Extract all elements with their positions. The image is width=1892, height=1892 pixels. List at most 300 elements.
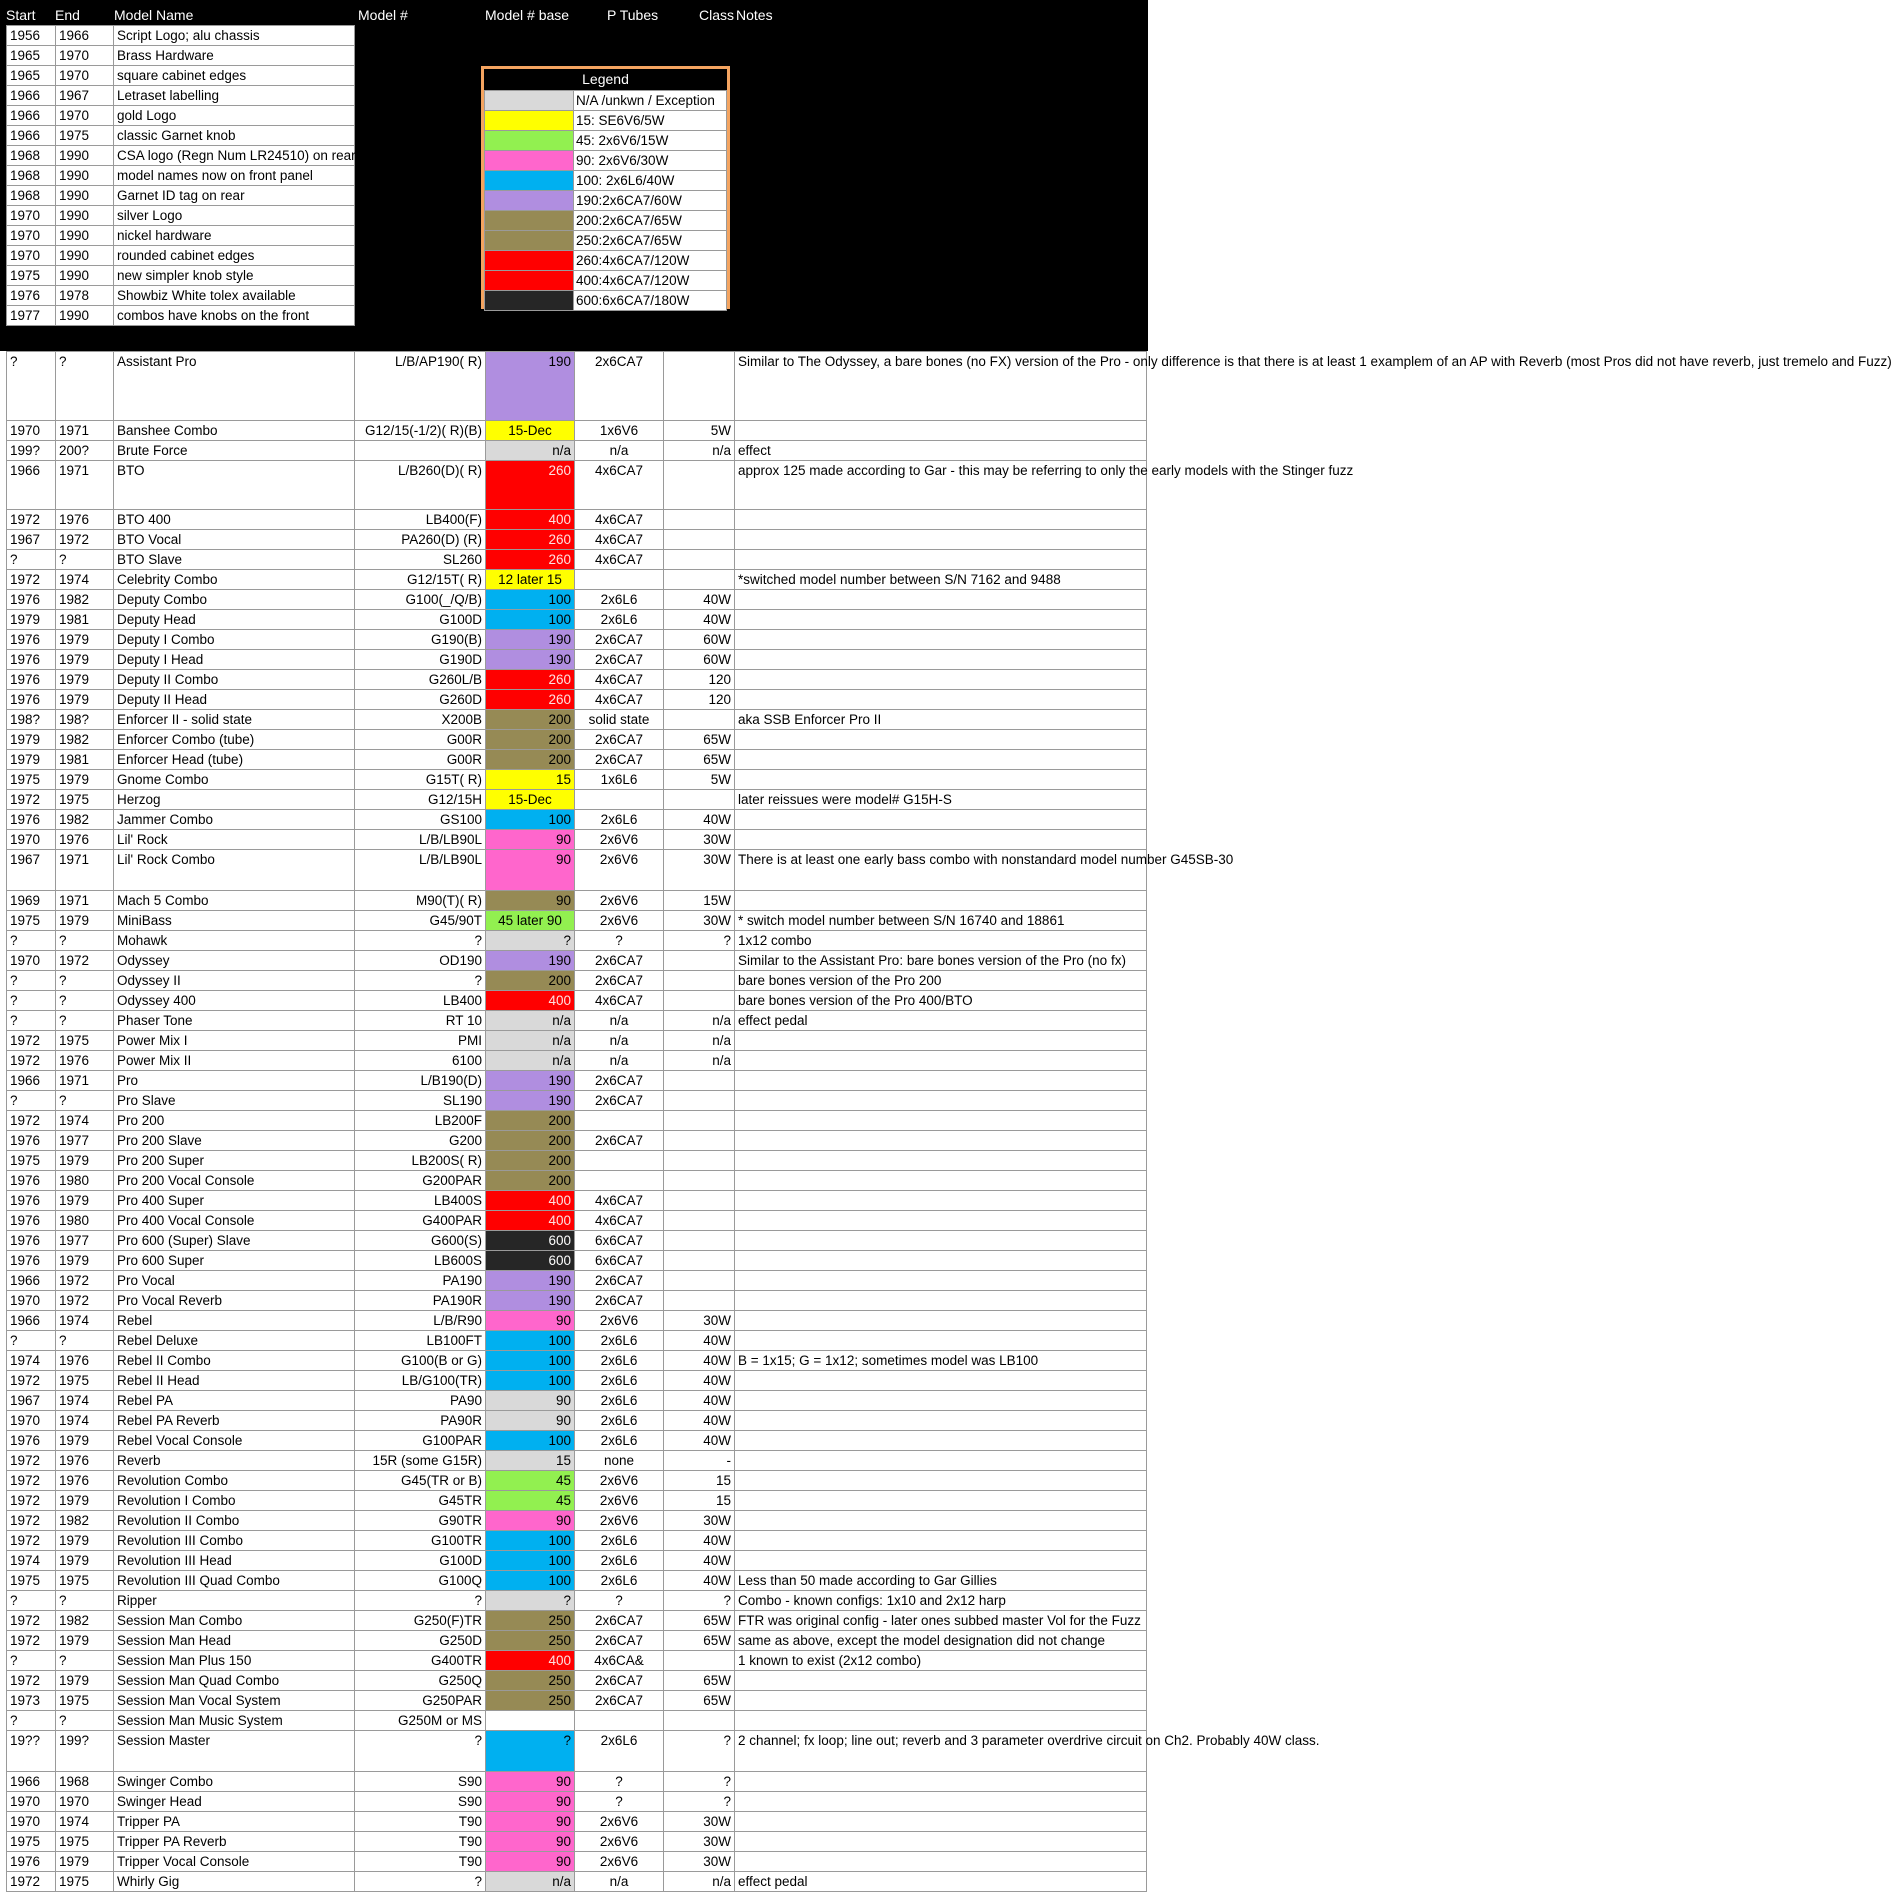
model-number: G250(F)TR [355,1611,486,1631]
model-number: M90(T)( R) [355,891,486,911]
start-year: 1976 [7,1231,56,1251]
power-tubes: ? [575,1792,664,1812]
model-base: 200 [486,730,575,750]
power-class: 30W [664,1812,735,1832]
model-base: 400 [486,510,575,530]
feature-start: 1966 [7,86,56,106]
model-base: 260 [486,461,575,510]
table-row [7,650,1147,670]
model-base [486,1711,575,1731]
model-number: PMI [355,1031,486,1051]
model-number: G100(B or G) [355,1351,486,1371]
legend-row [485,151,727,171]
notes [735,1812,1147,1832]
power-class: 30W [664,830,735,850]
power-tubes: 2x6CA7 [575,750,664,770]
end-year: 198? [56,710,114,730]
model-number: S90 [355,1792,486,1812]
power-class: n/a [664,1031,735,1051]
model-base: n/a [486,1872,575,1892]
table-row [7,1111,1147,1131]
feature-name: CSA logo (Regn Num LR24510) on rear [114,146,355,166]
model-base: 90 [486,1852,575,1872]
power-class: 65W [664,1631,735,1651]
power-class: 15 [664,1471,735,1491]
model-number: G200PAR [355,1171,486,1191]
end-year: 1974 [56,1812,114,1832]
power-tubes: 2x6L6 [575,1331,664,1351]
end-year: ? [56,1591,114,1611]
model-number: SL190 [355,1091,486,1111]
model-name: Deputy II Combo [114,670,355,690]
notes [735,1671,1147,1691]
start-year: 1976 [7,1251,56,1271]
feature-row [7,166,355,186]
power-class: 120 [664,670,735,690]
power-class [664,991,735,1011]
start-year: ? [7,550,56,570]
notes: 1 known to exist (2x12 combo) [735,1651,1147,1671]
table-row [7,1131,1147,1151]
feature-name: new simpler knob style [114,266,355,286]
table-row [7,790,1147,810]
model-base: 260 [486,690,575,710]
model-base: n/a [486,1011,575,1031]
power-tubes [575,1151,664,1171]
model-number: 15R (some G15R) [355,1451,486,1471]
end-year: 1971 [56,421,114,441]
model-number: LB400S [355,1191,486,1211]
power-class: 30W [664,1852,735,1872]
table-row [7,951,1147,971]
notes [735,1691,1147,1711]
feature-start: 1970 [7,246,56,266]
power-tubes: 2x6V6 [575,1832,664,1852]
model-name: Tripper Vocal Console [114,1852,355,1872]
model-base: 100 [486,1431,575,1451]
feature-start: 1968 [7,146,56,166]
end-year: 1979 [56,1191,114,1211]
table-row [7,1331,1147,1351]
table-row [7,1291,1147,1311]
model-name: Lil' Rock Combo [114,850,355,891]
table-row [7,530,1147,550]
notes [735,1231,1147,1251]
power-tubes: 2x6V6 [575,911,664,931]
feature-end: 1990 [56,186,114,206]
model-name: Session Man Music System [114,1711,355,1731]
model-base: 90 [486,1391,575,1411]
table-row [7,1171,1147,1191]
feature-name: Brass Hardware [114,46,355,66]
table-row [7,1611,1147,1631]
end-year: 1971 [56,1071,114,1091]
end-year: 1975 [56,790,114,810]
notes: same as above, except the model designation did not change [735,1631,1147,1651]
power-class: 30W [664,1511,735,1531]
power-class: 40W [664,1571,735,1591]
table-row [7,670,1147,690]
start-year: 1966 [7,1311,56,1331]
power-class: ? [664,1731,735,1772]
end-year: 199? [56,1731,114,1772]
model-base: 600 [486,1251,575,1271]
end-year: 200? [56,441,114,461]
power-tubes: 4x6CA& [575,1651,664,1671]
notes [735,550,1147,570]
model-name: Revolution I Combo [114,1491,355,1511]
notes [735,670,1147,690]
power-tubes: 4x6CA7 [575,1211,664,1231]
end-year: 1979 [56,670,114,690]
notes: bare bones version of the Pro 200 [735,971,1147,991]
model-name: Pro Vocal [114,1271,355,1291]
end-year: 1981 [56,750,114,770]
power-class [664,1651,735,1671]
start-year: 1972 [7,1051,56,1071]
power-class [664,790,735,810]
model-base: 100 [486,1371,575,1391]
table-row [7,1191,1147,1211]
start-year: 1972 [7,1471,56,1491]
legend-row [485,171,727,191]
model-name: Odyssey II [114,971,355,991]
model-name: Jammer Combo [114,810,355,830]
model-base: 15 [486,1451,575,1471]
end-year: 1972 [56,951,114,971]
legend-title: Legend [582,71,629,87]
model-base: 100 [486,1571,575,1591]
model-name: Deputy I Combo [114,630,355,650]
model-base: 15-Dec [486,421,575,441]
model-base: 100 [486,810,575,830]
power-class [664,1071,735,1091]
start-year: 1970 [7,421,56,441]
end-year: 1975 [56,1691,114,1711]
start-year: 1976 [7,670,56,690]
model-base: 190 [486,630,575,650]
start-year: 1975 [7,770,56,790]
table-row [7,1371,1147,1391]
feature-end: 1990 [56,306,114,326]
power-class: 65W [664,730,735,750]
feature-start: 1975 [7,266,56,286]
model-base: 600 [486,1231,575,1251]
model-number: PA90 [355,1391,486,1411]
table-row [7,1011,1147,1031]
feature-name: Garnet ID tag on rear [114,186,355,206]
notes: 2 channel; fx loop; line out; reverb and 3 parameter overdrive circuit on Ch2. Probably 40W class. [735,1731,1147,1772]
feature-end: 1970 [56,106,114,126]
power-class [664,1251,735,1271]
model-name: Pro 200 Slave [114,1131,355,1151]
table-row [7,421,1147,441]
feature-start: 1968 [7,166,56,186]
table-row [7,1051,1147,1071]
notes [735,730,1147,750]
power-tubes: 2x6V6 [575,1812,664,1832]
feature-row [7,206,355,226]
table-row [7,931,1147,951]
legend-label: 200:2x6CA7/65W [574,211,727,231]
table-row [7,770,1147,790]
feature-start: 1970 [7,226,56,246]
end-year: ? [56,1711,114,1731]
notes: aka SSB Enforcer Pro II [735,710,1147,730]
notes [735,770,1147,790]
table-row [7,1651,1147,1671]
table-row [7,1451,1147,1471]
power-class [664,1291,735,1311]
start-year: 1976 [7,1131,56,1151]
notes [735,1151,1147,1171]
table-row [7,1411,1147,1431]
legend-label: 15: SE6V6/5W [574,111,727,131]
model-name: Session Man Head [114,1631,355,1651]
end-year: 1970 [56,1792,114,1812]
header-power-tubes: P Tubes [607,7,659,23]
end-year: 1975 [56,1031,114,1051]
header-class: Class [699,7,735,23]
model-number: G600(S) [355,1231,486,1251]
power-tubes: 2x6L6 [575,1531,664,1551]
model-name: Gnome Combo [114,770,355,790]
notes: effect pedal [735,1872,1147,1892]
feature-name: square cabinet edges [114,66,355,86]
start-year: 1972 [7,510,56,530]
model-base: n/a [486,1031,575,1051]
notes: later reissues were model# G15H-S [735,790,1147,810]
power-tubes: n/a [575,1051,664,1071]
end-year: 1972 [56,1291,114,1311]
power-class: n/a [664,1051,735,1071]
feature-start: 1966 [7,126,56,146]
power-tubes: 2x6V6 [575,891,664,911]
power-class [664,570,735,590]
table-row [7,750,1147,770]
end-year: 1979 [56,1631,114,1651]
model-number: GS100 [355,810,486,830]
power-class [664,951,735,971]
power-tubes: 4x6CA7 [575,1191,664,1211]
feature-start: 1977 [7,306,56,326]
power-tubes: 2x6V6 [575,850,664,891]
legend-header-panel [0,0,1148,351]
feature-start: 1965 [7,46,56,66]
end-year: ? [56,1651,114,1671]
feature-row [7,246,355,266]
model-number: LB400(F) [355,510,486,530]
table-row [7,850,1147,891]
legend-row [485,211,727,231]
legend-label: 250:2x6CA7/65W [574,231,727,251]
start-year: ? [7,352,56,421]
start-year: 1972 [7,1371,56,1391]
feature-row [7,226,355,246]
model-name: Pro Vocal Reverb [114,1291,355,1311]
legend-label: 90: 2x6V6/30W [574,151,727,171]
end-year: 1974 [56,1111,114,1131]
start-year: 1972 [7,1491,56,1511]
notes [735,1191,1147,1211]
legend-swatch [485,231,574,251]
model-name: Pro Slave [114,1091,355,1111]
table-row [7,1511,1147,1531]
model-number: G12/15H [355,790,486,810]
start-year: 1974 [7,1551,56,1571]
amplifier-models-table [6,351,1892,1892]
start-year: ? [7,991,56,1011]
table-row [7,1431,1147,1451]
model-number: LB100FT [355,1331,486,1351]
table-row [7,1671,1147,1691]
model-number: ? [355,971,486,991]
model-base: 45 later 90 [486,911,575,931]
power-tubes: 2x6CA7 [575,1091,664,1111]
power-tubes: ? [575,931,664,951]
model-number: G100(_/Q/B) [355,590,486,610]
power-tubes: 6x6CA7 [575,1251,664,1271]
model-base: 15 [486,770,575,790]
model-base: 200 [486,1111,575,1131]
model-number: PA90R [355,1411,486,1431]
end-year: 1982 [56,730,114,750]
end-year: 1980 [56,1171,114,1191]
power-tubes: solid state [575,710,664,730]
notes [735,891,1147,911]
model-base: 190 [486,1071,575,1091]
notes [735,1792,1147,1812]
power-class [664,352,735,421]
model-base: 200 [486,1131,575,1151]
end-year: 1979 [56,1531,114,1551]
table-row [7,1772,1147,1792]
notes [735,1772,1147,1792]
table-row [7,991,1147,1011]
notes [735,1491,1147,1511]
end-year: 1979 [56,630,114,650]
power-class [664,530,735,550]
model-number: LB/G100(TR) [355,1371,486,1391]
model-number: PA190R [355,1291,486,1311]
power-tubes: 6x6CA7 [575,1231,664,1251]
power-tubes [575,1171,664,1191]
model-name: Celebrity Combo [114,570,355,590]
table-row [7,630,1147,650]
model-name: Rebel Vocal Console [114,1431,355,1451]
model-base: 260 [486,670,575,690]
model-base: 100 [486,1531,575,1551]
model-name: Deputy Combo [114,590,355,610]
power-class: 15 [664,1491,735,1511]
start-year: 1972 [7,1511,56,1531]
model-base: 250 [486,1611,575,1631]
feature-end: 1990 [56,266,114,286]
start-year: 1976 [7,590,56,610]
power-class: 30W [664,850,735,891]
power-tubes: 2x6V6 [575,1471,664,1491]
legend-swatch [485,171,574,191]
model-number: G400PAR [355,1211,486,1231]
start-year: 1967 [7,1391,56,1411]
model-number: OD190 [355,951,486,971]
model-number: T90 [355,1832,486,1852]
feature-row [7,146,355,166]
model-number: PA190 [355,1271,486,1291]
start-year: 1976 [7,1211,56,1231]
notes [735,1832,1147,1852]
feature-name: rounded cabinet edges [114,246,355,266]
model-number: G250M or MS [355,1711,486,1731]
table-row [7,550,1147,570]
feature-name: classic Garnet knob [114,126,355,146]
table-row [7,1571,1147,1591]
legend-swatch [485,251,574,271]
legend-swatch [485,271,574,291]
start-year: 1972 [7,1872,56,1892]
feature-row [7,126,355,146]
end-year: 1979 [56,1251,114,1271]
power-class: 65W [664,1671,735,1691]
power-class: n/a [664,1872,735,1892]
power-class: 40W [664,1371,735,1391]
start-year: 1967 [7,530,56,550]
power-tubes: 2x6CA7 [575,1631,664,1651]
power-class: 65W [664,1691,735,1711]
table-row [7,441,1147,461]
model-number: L/B/AP190( R) [355,352,486,421]
notes: *switched model number between S/N 7162 and 9488 [735,570,1147,590]
model-name: MiniBass [114,911,355,931]
model-number: ? [355,1872,486,1892]
table-row [7,1832,1147,1852]
power-tubes [575,790,664,810]
table-row [7,461,1147,510]
table-row [7,1872,1147,1892]
end-year: 1981 [56,610,114,630]
power-class: 40W [664,1331,735,1351]
power-class [664,1211,735,1231]
model-number: G15T( R) [355,770,486,790]
model-base: 190 [486,1091,575,1111]
power-tubes: 4x6CA7 [575,991,664,1011]
model-number: ? [355,1731,486,1772]
end-year: ? [56,550,114,570]
end-year: 1979 [56,1151,114,1171]
model-base: 190 [486,352,575,421]
model-base: 200 [486,1151,575,1171]
power-tubes: none [575,1451,664,1471]
model-base: 90 [486,1792,575,1812]
power-tubes: 2x6V6 [575,1491,664,1511]
end-year: 1979 [56,1551,114,1571]
model-name: Pro 400 Super [114,1191,355,1211]
notes: Less than 50 made according to Gar Gillies [735,1571,1147,1591]
start-year: 1969 [7,891,56,911]
model-base: 45 [486,1471,575,1491]
start-year: 1966 [7,1271,56,1291]
end-year: ? [56,931,114,951]
model-name: Pro 200 [114,1111,355,1131]
legend-table [484,90,727,311]
model-number: L/B/LB90L [355,850,486,891]
model-number: ? [355,931,486,951]
start-year: 1979 [7,610,56,630]
legend-row [485,271,727,291]
color-legend [481,66,730,309]
power-tubes: 2x6CA7 [575,1671,664,1691]
power-tubes: 2x6V6 [575,1311,664,1331]
